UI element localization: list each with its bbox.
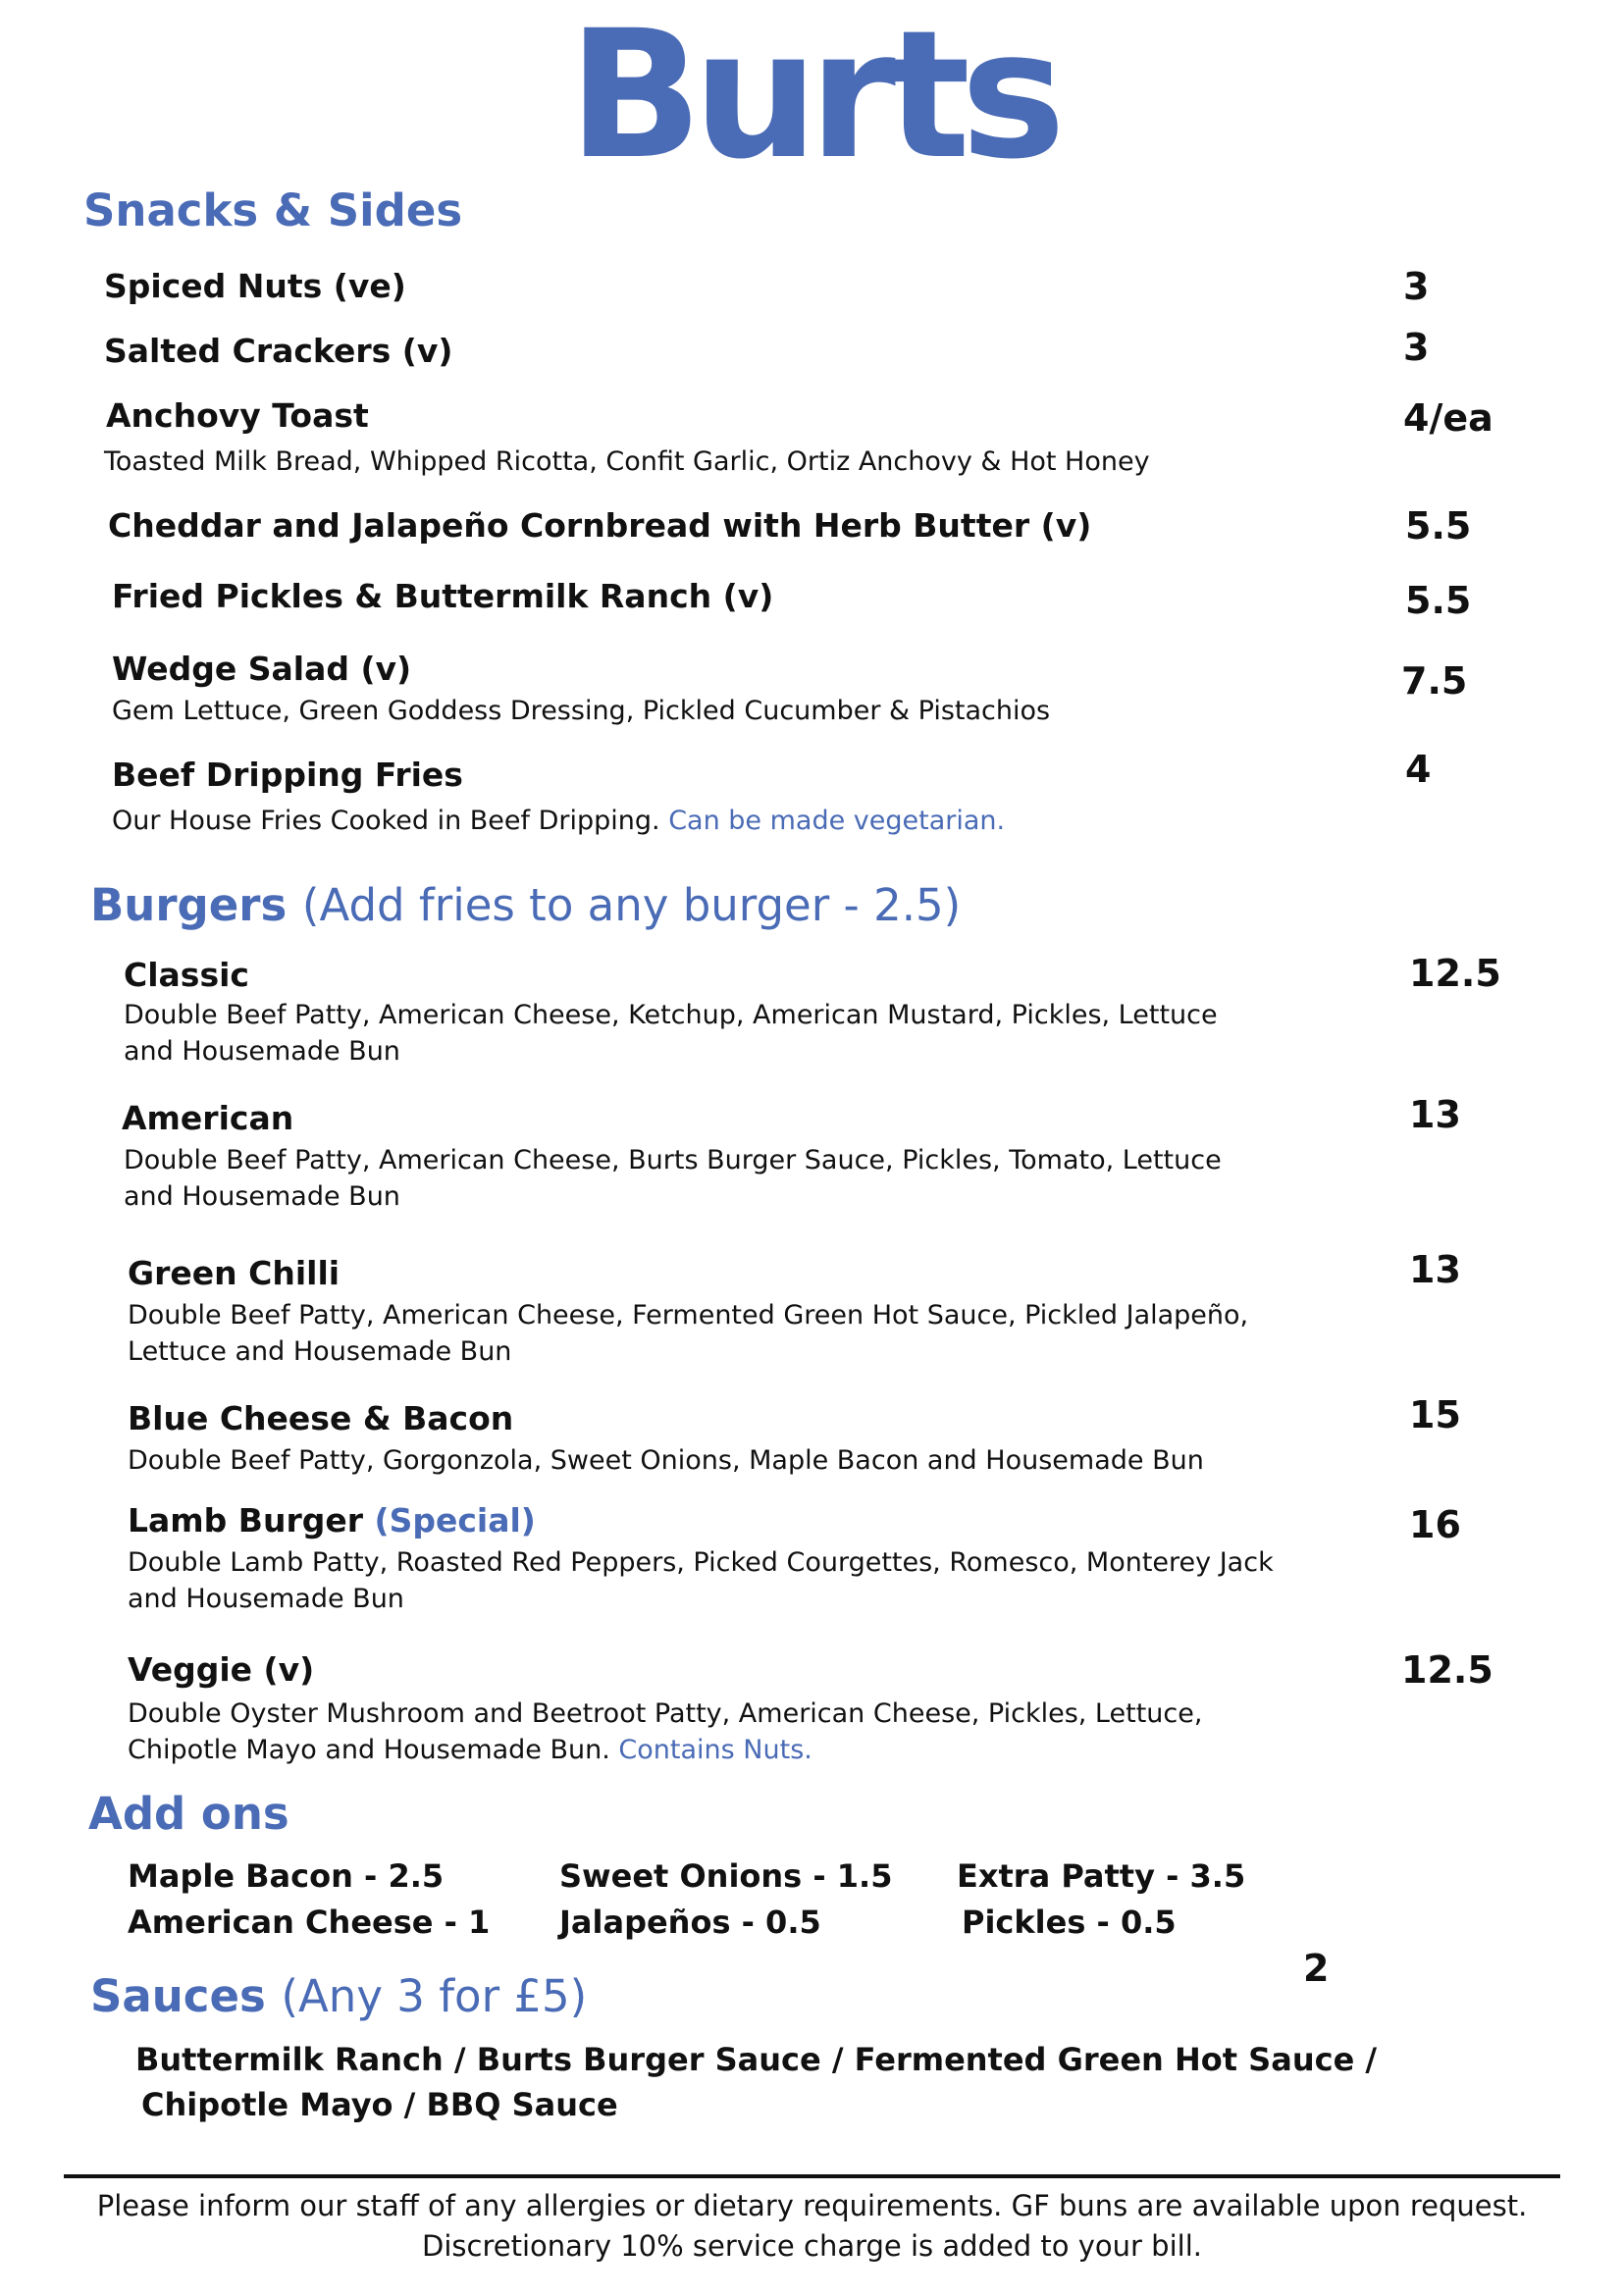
menu-item-name: Salted Crackers (v) <box>104 332 453 370</box>
menu-item-name: Anchovy Toast <box>106 396 369 435</box>
sauce-list-line: Chipotle Mayo / BBQ Sauce <box>141 2086 618 2123</box>
menu-item-price: 4/ea <box>1403 396 1493 440</box>
addon-item: Extra Patty - 3.5 <box>957 1857 1246 1895</box>
menu-item-price: 16 <box>1409 1503 1461 1546</box>
menu-item-price: 13 <box>1409 1248 1461 1291</box>
menu-item-name: Veggie (v) <box>128 1650 315 1689</box>
section-title-snacks: Snacks & Sides <box>83 184 463 236</box>
menu-item-description: Lettuce and Housemade Bun <box>128 1336 512 1367</box>
menu-item-price: 5.5 <box>1405 579 1472 622</box>
menu-item-description: Double Beef Patty, American Cheese, Fermented Green Hot Sauce, Pickled Jalapeño, <box>128 1300 1249 1331</box>
addon-item: American Cheese - 1 <box>128 1904 491 1941</box>
menu-item-name: Beef Dripping Fries <box>112 756 463 794</box>
menu-item-description: and Housemade Bun <box>124 1181 400 1212</box>
menu-item-description: Double Lamb Patty, Roasted Red Peppers, Picked Courgettes, Romesco, Monterey Jack <box>128 1547 1274 1578</box>
allergy-note: Contains Nuts. <box>618 1735 812 1765</box>
sauce-list-line: Buttermilk Ranch / Burts Burger Sauce / Fermented Green Hot Sauce / <box>135 2041 1378 2078</box>
menu-item-description <box>128 1732 812 1768</box>
menu-item-price: 3 <box>1403 326 1430 369</box>
menu-item-price: 13 <box>1409 1093 1461 1136</box>
menu-item-name: Classic <box>124 956 249 994</box>
footer-allergy-notice: Please inform our staff of any allergies or dietary requirements. GF buns are available upon request. <box>96 2189 1528 2222</box>
section-title-text: Burgers <box>90 879 288 931</box>
section-title-sauces <box>90 1970 587 2022</box>
menu-item-name: Blue Cheese & Bacon <box>128 1399 514 1437</box>
menu-item-description: and Housemade Bun <box>128 1584 404 1614</box>
vegetarian-note: Can be made vegetarian. <box>668 806 1006 836</box>
menu-item-description: Double Beef Patty, American Cheese, Burts Burger Sauce, Pickles, Tomato, Lettuce <box>124 1145 1222 1175</box>
addon-item: Sweet Onions - 1.5 <box>559 1857 893 1895</box>
menu-item-name: Fried Pickles & Buttermilk Ranch (v) <box>112 577 774 615</box>
menu-item-description: Double Oyster Mushroom and Beetroot Patty, American Cheese, Pickles, Lettuce, <box>128 1698 1203 1729</box>
item-name-text: Lamb Burger <box>128 1501 363 1539</box>
menu-item-price: 15 <box>1409 1393 1461 1436</box>
section-title-text: Sauces <box>90 1970 266 2022</box>
menu-item-name: Spiced Nuts (ve) <box>104 267 406 305</box>
sauce-price: 2 <box>1303 1947 1330 1990</box>
menu-item-description: and Housemade Bun <box>124 1036 400 1067</box>
special-tag: (Special) <box>374 1501 536 1539</box>
menu-item-price: 7.5 <box>1401 659 1468 703</box>
menu-item-price: 4 <box>1405 748 1432 791</box>
menu-item-price: 12.5 <box>1409 952 1501 995</box>
addon-item: Jalapeños - 0.5 <box>559 1904 821 1941</box>
menu-item-name: Green Chilli <box>128 1254 341 1292</box>
footer-divider <box>64 2174 1560 2178</box>
menu-item-description: Double Beef Patty, American Cheese, Ketchup, American Mustard, Pickles, Lettuce <box>124 1000 1218 1030</box>
description-text: Our House Fries Cooked in Beef Dripping. <box>112 806 660 836</box>
menu-item-name <box>128 1501 536 1539</box>
menu-item-price: 12.5 <box>1401 1648 1493 1692</box>
menu-item-description: Double Beef Patty, Gorgonzola, Sweet Onions, Maple Bacon and Housemade Bun <box>128 1445 1204 1476</box>
description-text: Chipotle Mayo and Housemade Bun. <box>128 1735 610 1765</box>
menu-item-price: 5.5 <box>1405 504 1472 548</box>
menu-item-price: 3 <box>1403 265 1430 308</box>
brand-logo: Burts <box>567 0 1057 198</box>
addon-item: Pickles - 0.5 <box>962 1904 1177 1941</box>
footer-service-charge: Discretionary 10% service charge is added to your bill. <box>422 2229 1202 2263</box>
section-title-addons: Add ons <box>88 1788 289 1840</box>
menu-item-description: Gem Lettuce, Green Goddess Dressing, Pickled Cucumber & Pistachios <box>112 696 1051 726</box>
section-subtitle: (Add fries to any burger - 2.5) <box>301 879 962 931</box>
section-subtitle: (Any 3 for £5) <box>281 1970 588 2022</box>
menu-item-description <box>112 803 1005 839</box>
addon-item: Maple Bacon - 2.5 <box>128 1857 445 1895</box>
section-title-burgers <box>90 879 961 931</box>
menu-item-name: Wedge Salad (v) <box>112 650 412 688</box>
menu-item-name: American <box>122 1099 294 1137</box>
menu-item-description: Toasted Milk Bread, Whipped Ricotta, Confit Garlic, Ortiz Anchovy & Hot Honey <box>104 446 1150 477</box>
menu-item-name: Cheddar and Jalapeño Cornbread with Herb Butter (v) <box>108 506 1092 545</box>
